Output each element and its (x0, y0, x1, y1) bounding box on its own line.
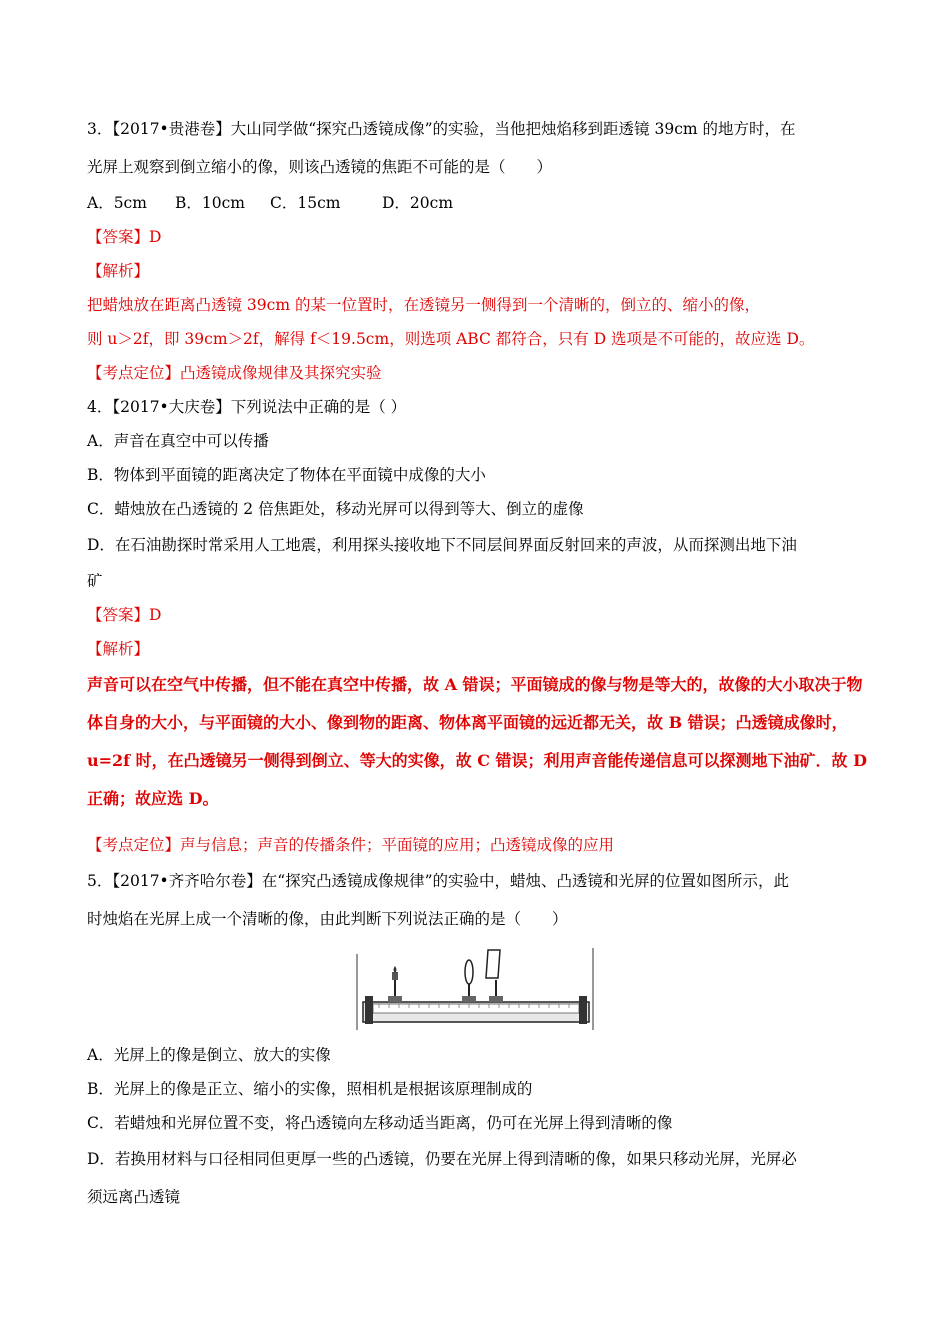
q5-option-c: C．若蜡烛和光屏位置不变，将凸透镜向左移动适当距离，仍可在光屏上得到清晰的像 (87, 1114, 673, 1132)
q3-analysis-line1: 把蜡烛放在距离凸透镜 39cm 的某一位置时，在透镜另一侧得到一个清晰的，倒立的、缩小的像， (87, 296, 760, 314)
q4-topic: 【考点定位】声与信息；声音的传播条件；平面镜的应用；凸透镜成像的应用 (87, 836, 615, 854)
q4-analysis-label: 【解析】 (87, 640, 150, 658)
q3-topic: 【考点定位】凸透镜成像规律及其探究实验 (87, 364, 382, 382)
q3-option-b: B．10cm (175, 194, 245, 212)
q3-option-a: A．5cm (87, 194, 147, 212)
q5-option-b: B．光屏上的像是正立、缩小的实像，照相机是根据该原理制成的 (87, 1080, 533, 1098)
q4-option-a: A．声音在真空中可以传播 (87, 432, 269, 450)
q4-stem: 4．【2017•大庆卷】下列说法中正确的是（ ） (87, 398, 407, 416)
q4-option-c: C．蜡烛放在凸透镜的 2 倍焦距处，移动光屏可以得到等大、倒立的虚像 (87, 500, 584, 518)
q5-option-d-line2: 须远离凸透镜 (87, 1188, 181, 1206)
document-page (87, 110, 872, 1216)
q4-analysis: 声音可以在空气中传播，但不能在真空中传播，故 A 错误；平面镜成的像与物是等大的，故像的大小取决于物体自身的大小，与平面镜的大小、像到物的距离、物体离平面镜的远近都无关，故 B 错误；凸透镜成像时，u=2f 时，在凸透镜另一侧得到倒立、等大的实像，故 C 错误；利用声音能传递信息可以探测地下油矿．故 D 正确；故应选 D。 (87, 675, 867, 808)
optical-bench-illustration (355, 944, 595, 1032)
q3-option-d: D．20cm (382, 194, 454, 212)
q5-option-d-line1: D．若换用材料与口径相同但更厚一些的凸透镜，仍要在光屏上得到清晰的像，如果只移动光屏，光屏必 (87, 1150, 797, 1168)
q4-option-d-line2: 矿 (87, 572, 103, 590)
q5-stem-line2: 时烛焰在光屏上成一个清晰的像，由此判断下列说法正确的是（ ） (87, 910, 568, 928)
q3-analysis-label: 【解析】 (87, 262, 150, 280)
q3-options (87, 186, 872, 220)
q5-option-a: A．光屏上的像是倒立、放大的实像 (87, 1046, 331, 1064)
q3-option-c: C．15cm (270, 194, 341, 212)
q4-option-d-line1: D．在石油勘探时常采用人工地震，利用探头接收地下不同层间界面反射回来的声波，从而探测出地下油 (87, 536, 797, 554)
q3-stem-line2: 光屏上观察到倒立缩小的像，则该凸透镜的焦距不可能的是（ ） (87, 158, 553, 176)
q3-stem-line1: 3．【2017•贵港卷】大山同学做“探究凸透镜成像”的实验，当他把烛焰移到距透镜 39cm 的地方时，在 (87, 120, 796, 138)
q3-analysis-line2: 则 u＞2f，即 39cm＞2f，解得 f＜19.5cm，则选项 ABC 都符合，只有 D 选项是不可能的，故应选 D。 (87, 330, 815, 348)
q4-option-b: B．物体到平面镜的距离决定了物体在平面镜中成像的大小 (87, 466, 486, 484)
q4-answer: 【答案】D (87, 606, 162, 624)
q5-stem-line1: 5．【2017•齐齐哈尔卷】在“探究凸透镜成像规律”的实验中，蜡烛、凸透镜和光屏的位置如图所示，此 (87, 872, 790, 890)
q3-answer: 【答案】D (87, 228, 162, 246)
optical-bench-figure (355, 944, 595, 1032)
